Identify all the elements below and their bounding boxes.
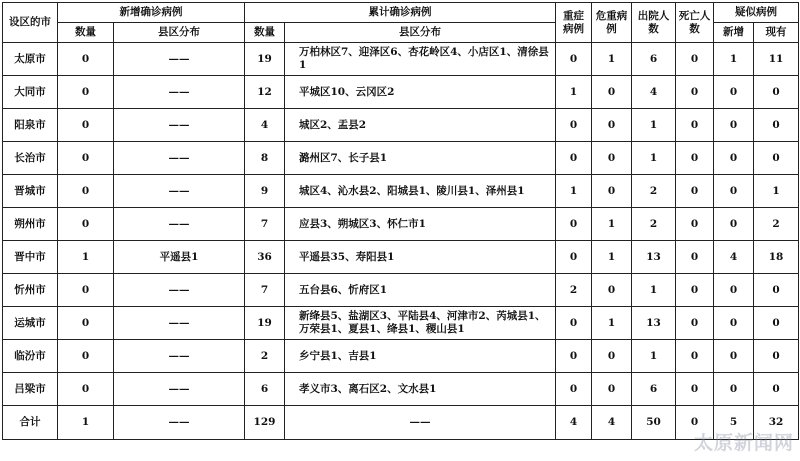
header-severe: 重症病例	[556, 3, 592, 43]
cell-new-dist: ——	[114, 109, 245, 142]
cell-severe: 0	[556, 373, 592, 406]
cell-city: 晋中市	[3, 241, 58, 274]
cell-susp-new: 0	[714, 142, 754, 175]
cell-deaths: 0	[676, 109, 714, 142]
cell-discharged: 1	[632, 109, 676, 142]
cell-susp-new: 1	[714, 43, 754, 76]
header-deaths: 死亡人数	[676, 3, 714, 43]
table-body	[3, 43, 799, 440]
cell-new-count: 0	[58, 208, 114, 241]
table-row	[3, 43, 799, 76]
cell-new-dist: ——	[114, 76, 245, 109]
cell-susp-new: 0	[714, 76, 754, 109]
cell-city: 合计	[3, 406, 58, 440]
cell-discharged: 13	[632, 241, 676, 274]
cell-susp-current: 2	[754, 208, 799, 241]
cell-critical: 1	[592, 208, 632, 241]
cell-severe: 1	[556, 76, 592, 109]
cell-new-count: 0	[58, 274, 114, 307]
cell-new-dist: ——	[114, 373, 245, 406]
cell-discharged: 6	[632, 373, 676, 406]
header-cum-group: 累计确诊病例	[245, 3, 556, 23]
cell-cum-dist: 潞州区7、长子县1	[285, 142, 556, 175]
cell-new-count: 0	[58, 175, 114, 208]
cell-severe: 0	[556, 109, 592, 142]
cell-susp-new: 0	[714, 274, 754, 307]
cell-city: 朔州市	[3, 208, 58, 241]
cell-discharged: 1	[632, 340, 676, 373]
cell-deaths: 0	[676, 43, 714, 76]
header-susp-current: 现有	[754, 23, 799, 43]
cell-cum-count: 12	[245, 76, 285, 109]
cell-new-dist: ——	[114, 43, 245, 76]
cell-severe: 0	[556, 307, 592, 340]
cell-discharged: 6	[632, 43, 676, 76]
cell-susp-current: 0	[754, 76, 799, 109]
cell-cum-count: 4	[245, 109, 285, 142]
cell-discharged: 1	[632, 142, 676, 175]
cell-cum-dist: 万柏林区7、迎泽区6、杏花岭区4、小店区1、清徐县1	[285, 43, 556, 76]
cell-cum-count: 8	[245, 142, 285, 175]
cell-deaths: 0	[676, 274, 714, 307]
cell-deaths: 0	[676, 241, 714, 274]
cell-city: 忻州市	[3, 274, 58, 307]
cell-new-count: 0	[58, 307, 114, 340]
header-discharged: 出院人数	[632, 3, 676, 43]
cell-new-count: 1	[58, 241, 114, 274]
cell-new-dist: ——	[114, 208, 245, 241]
cell-new-dist: ——	[114, 307, 245, 340]
cell-deaths: 0	[676, 406, 714, 440]
cell-critical: 1	[592, 43, 632, 76]
cell-severe: 1	[556, 175, 592, 208]
cell-new-count: 0	[58, 142, 114, 175]
cell-new-dist: ——	[114, 274, 245, 307]
cell-city: 临汾市	[3, 340, 58, 373]
header-new-dist: 县区分布	[114, 23, 245, 43]
cell-new-dist: ——	[114, 142, 245, 175]
cell-critical: 0	[592, 373, 632, 406]
cell-cum-count: 19	[245, 43, 285, 76]
cell-deaths: 0	[676, 340, 714, 373]
cell-city: 吕梁市	[3, 373, 58, 406]
cell-susp-new: 5	[714, 406, 754, 440]
cell-cum-dist: 新绛县5、盐湖区3、平陆县4、河津市2、芮城县1、万荣县1、夏县1、绛县1、稷山县1	[285, 307, 556, 340]
cell-cum-dist: 城区4、沁水县2、阳城县1、陵川县1、泽州县1	[285, 175, 556, 208]
cell-new-dist: 平遥县1	[114, 241, 245, 274]
table-row	[3, 208, 799, 241]
cell-city: 大同市	[3, 76, 58, 109]
cell-critical: 0	[592, 274, 632, 307]
cell-discharged: 50	[632, 406, 676, 440]
cell-susp-new: 0	[714, 175, 754, 208]
cell-severe: 0	[556, 142, 592, 175]
total-row	[3, 406, 799, 440]
cell-deaths: 0	[676, 76, 714, 109]
cell-city: 长治市	[3, 142, 58, 175]
cell-deaths: 0	[676, 373, 714, 406]
header-cum-dist: 县区分布	[285, 23, 556, 43]
cell-city: 晋城市	[3, 175, 58, 208]
cell-new-count: 0	[58, 76, 114, 109]
cell-cum-dist: 乡宁县1、吉县1	[285, 340, 556, 373]
cell-susp-new: 4	[714, 241, 754, 274]
cell-cum-dist: 孝义市3、离石区2、文水县1	[285, 373, 556, 406]
header-city: 设区的市	[3, 3, 58, 43]
cell-susp-current: 18	[754, 241, 799, 274]
table-row	[3, 307, 799, 340]
cell-susp-current: 0	[754, 142, 799, 175]
cell-susp-current: 0	[754, 373, 799, 406]
cell-deaths: 0	[676, 208, 714, 241]
cell-cum-count: 7	[245, 208, 285, 241]
cell-susp-new: 0	[714, 307, 754, 340]
header-critical: 危重病例	[592, 3, 632, 43]
cell-cum-dist: 平遥县35、寿阳县1	[285, 241, 556, 274]
cell-susp-new: 0	[714, 340, 754, 373]
table-row	[3, 175, 799, 208]
table-row	[3, 142, 799, 175]
cell-severe: 0	[556, 208, 592, 241]
cell-critical: 0	[592, 175, 632, 208]
cell-severe: 2	[556, 274, 592, 307]
cell-critical: 0	[592, 142, 632, 175]
cell-susp-current: 32	[754, 406, 799, 440]
cell-cum-count: 9	[245, 175, 285, 208]
table-row	[3, 373, 799, 406]
cell-discharged: 13	[632, 307, 676, 340]
cell-new-dist: ——	[114, 175, 245, 208]
cell-new-dist: ——	[114, 406, 245, 440]
cell-susp-new: 0	[714, 208, 754, 241]
cell-cum-dist: 城区2、盂县2	[285, 109, 556, 142]
cell-cum-count: 6	[245, 373, 285, 406]
cell-susp-current: 0	[754, 109, 799, 142]
cell-new-count: 1	[58, 406, 114, 440]
header-new-group: 新增确诊病例	[58, 3, 245, 23]
cell-deaths: 0	[676, 175, 714, 208]
cell-new-dist: ——	[114, 340, 245, 373]
header-susp-new: 新增	[714, 23, 754, 43]
cell-discharged: 4	[632, 76, 676, 109]
cell-cum-count: 129	[245, 406, 285, 440]
cell-critical: 0	[592, 340, 632, 373]
cell-cum-count: 7	[245, 274, 285, 307]
cell-discharged: 2	[632, 208, 676, 241]
cell-deaths: 0	[676, 307, 714, 340]
cell-susp-current: 11	[754, 43, 799, 76]
cell-critical: 4	[592, 406, 632, 440]
cell-cum-count: 36	[245, 241, 285, 274]
cell-susp-current: 1	[754, 175, 799, 208]
cell-cum-count: 19	[245, 307, 285, 340]
table-row	[3, 109, 799, 142]
cell-critical: 0	[592, 76, 632, 109]
table-row	[3, 241, 799, 274]
cell-severe: 0	[556, 340, 592, 373]
cell-new-count: 0	[58, 373, 114, 406]
cell-cum-dist: 平城区10、云冈区2	[285, 76, 556, 109]
header-cum-count: 数量	[245, 23, 285, 43]
cell-discharged: 1	[632, 274, 676, 307]
cell-city: 阳泉市	[3, 109, 58, 142]
cell-severe: 4	[556, 406, 592, 440]
table-row	[3, 76, 799, 109]
cell-susp-current: 0	[754, 340, 799, 373]
cell-critical: 1	[592, 241, 632, 274]
cell-critical: 1	[592, 307, 632, 340]
cell-severe: 0	[556, 43, 592, 76]
cell-deaths: 0	[676, 142, 714, 175]
table-row	[3, 274, 799, 307]
header-suspected-group: 疑似病例	[714, 3, 799, 23]
cell-cum-dist: 应县3、朔城区3、怀仁市1	[285, 208, 556, 241]
cell-cum-dist: 五台县6、忻府区1	[285, 274, 556, 307]
cell-critical: 0	[592, 109, 632, 142]
cell-new-count: 0	[58, 43, 114, 76]
case-table	[2, 2, 799, 440]
cell-cum-count: 2	[245, 340, 285, 373]
cell-new-count: 0	[58, 340, 114, 373]
watermark-logo: 太原新闻网	[693, 432, 794, 454]
table-row	[3, 340, 799, 373]
cell-susp-current: 0	[754, 274, 799, 307]
cell-discharged: 2	[632, 175, 676, 208]
cell-new-count: 0	[58, 109, 114, 142]
cell-severe: 0	[556, 241, 592, 274]
cell-susp-new: 0	[714, 109, 754, 142]
header-new-count: 数量	[58, 23, 114, 43]
cell-cum-dist: ——	[285, 406, 556, 440]
cell-city: 太原市	[3, 43, 58, 76]
cell-city: 运城市	[3, 307, 58, 340]
cell-susp-new: 0	[714, 373, 754, 406]
cell-susp-current: 0	[754, 307, 799, 340]
